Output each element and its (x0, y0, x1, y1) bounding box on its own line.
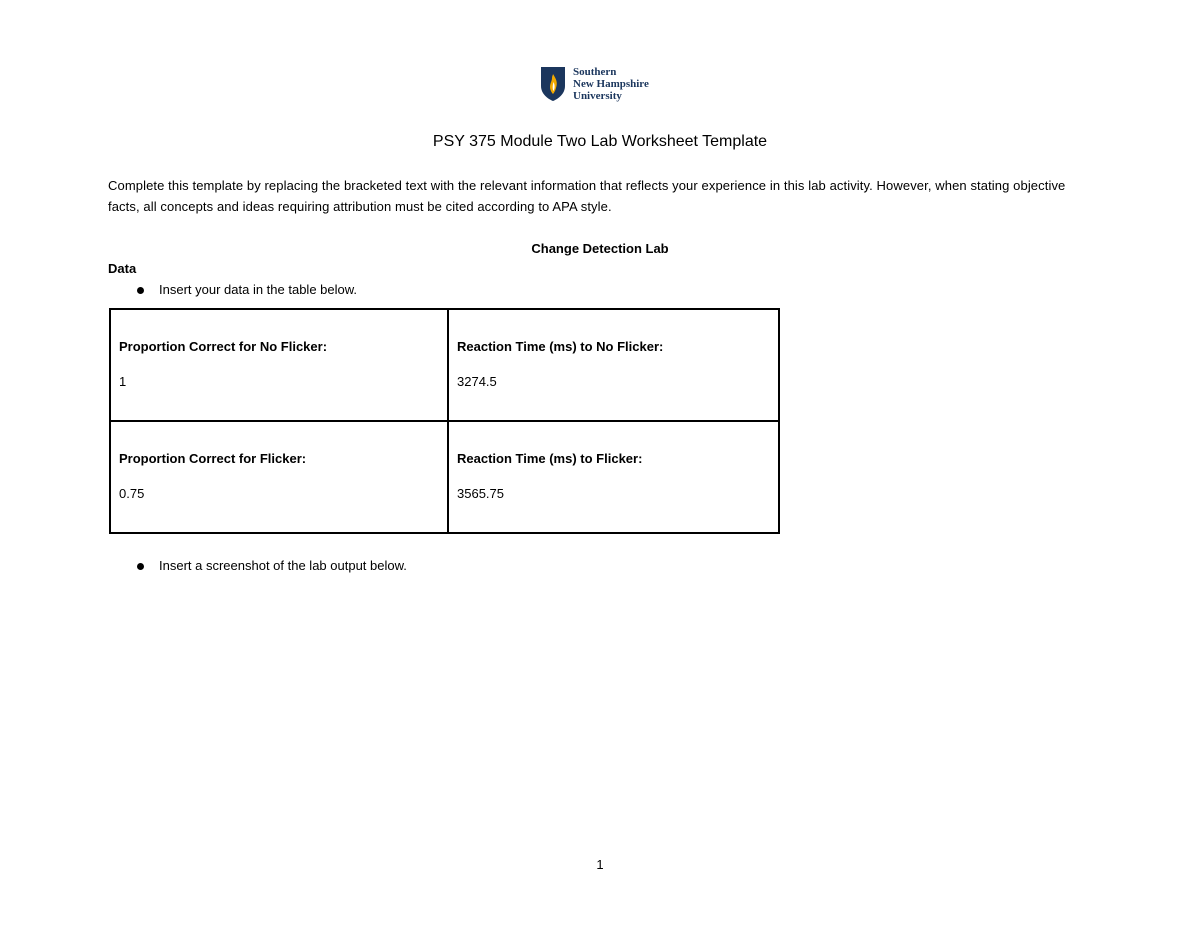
table-row (110, 421, 779, 533)
table-cell[interactable] (110, 309, 448, 421)
cell-value: 0.75 (119, 486, 145, 501)
cell-label: Reaction Time (ms) to No Flicker: (457, 339, 664, 354)
section-title: Change Detection Lab (531, 241, 669, 256)
table-cell[interactable] (448, 309, 779, 421)
data-heading: Data (108, 261, 137, 276)
cell-label: Proportion Correct for No Flicker: (119, 339, 328, 354)
intro-paragraph: Complete this template by replacing the bracketed text with the relevant information that reflects your experience in this lab activity. However, when stating objective facts, all concepts and ideas requiring attribution must be cited according to APA style. (108, 178, 1066, 214)
data-table (109, 308, 780, 534)
bullet-item (137, 557, 407, 575)
university-logo (540, 65, 680, 103)
bullet-dot-icon (137, 287, 144, 294)
table-cell[interactable] (448, 421, 779, 533)
logo-line-2: New Hampshire (573, 78, 649, 90)
bullet-text: Insert a screenshot of the lab output below. (159, 558, 407, 573)
cell-value: 3274.5 (457, 374, 497, 389)
logo-line-1: Southern (573, 66, 617, 78)
bullet-item (137, 281, 357, 299)
university-name (573, 66, 649, 102)
table-row (110, 309, 779, 421)
logo-line-3: University (573, 90, 622, 102)
cell-label: Proportion Correct for Flicker: (119, 451, 307, 466)
bullet-dot-icon (137, 563, 144, 570)
page-number: 1 (596, 857, 604, 872)
bullet-text: Insert your data in the table below. (159, 282, 358, 297)
cell-label: Reaction Time (ms) to Flicker: (457, 451, 643, 466)
cell-value: 1 (119, 374, 127, 389)
shield-flame-icon (540, 66, 566, 102)
table-cell[interactable] (110, 421, 448, 533)
page-title: PSY 375 Module Two Lab Worksheet Template (432, 133, 768, 150)
cell-value: 3565.75 (457, 486, 504, 501)
